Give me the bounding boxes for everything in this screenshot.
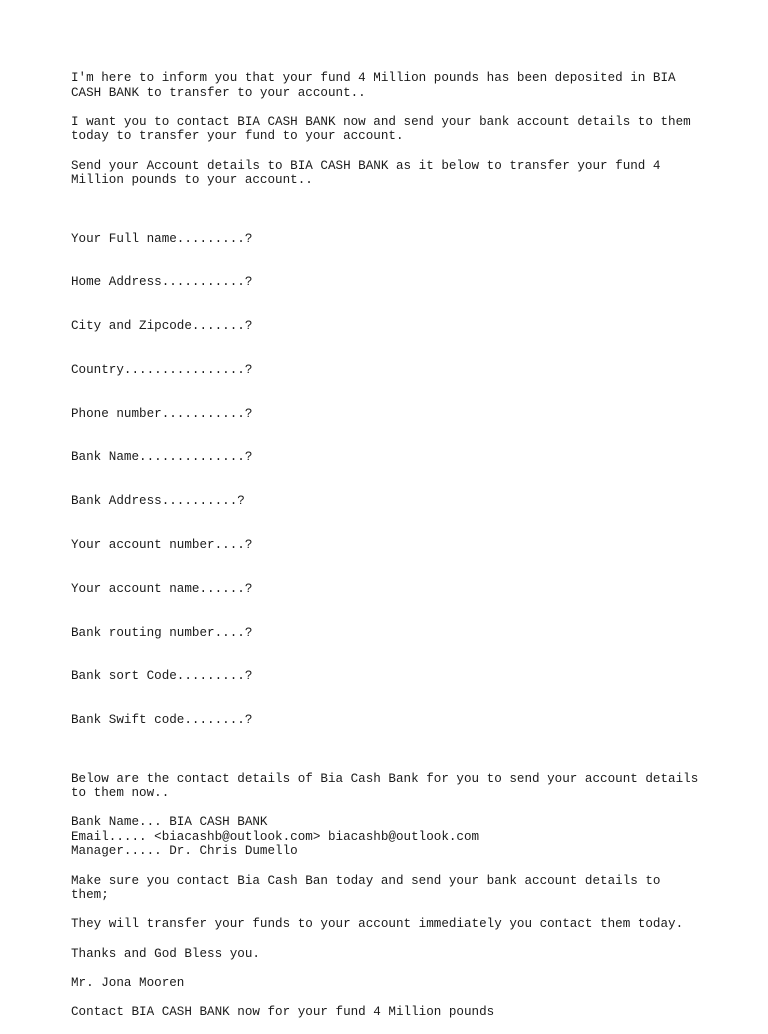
email-address-line: Email..... <biacashb@outlook.com> biacashb@outlook.com xyxy=(71,829,480,844)
form-field-account-number: Your account number....? xyxy=(71,538,253,552)
contact-details-intro xyxy=(71,772,731,801)
below-line-1: Below are the contact details of Bia Cash Bank for you to send your account details xyxy=(71,771,699,786)
signature-name: Mr. Jona Mooren xyxy=(71,975,185,990)
form-fields-list xyxy=(71,202,731,757)
send-paragraph xyxy=(71,159,731,188)
closing-paragraph xyxy=(71,1005,731,1020)
contact-line-2: today to transfer your fund to your account. xyxy=(71,129,404,144)
intro-paragraph xyxy=(71,71,731,100)
form-field-sort-code: Bank sort Code.........? xyxy=(71,669,253,684)
bank-contact-block xyxy=(71,815,731,859)
makesure-line-1: Make sure you contact Bia Cash Ban today and send your bank account details to xyxy=(71,873,661,888)
thanks-line: Thanks and God Bless you. xyxy=(71,946,260,961)
intro-line-1: I'm here to inform you that your fund 4 Million pounds has been deposited in BIA xyxy=(71,71,676,85)
form-field-country: Country................? xyxy=(71,362,253,377)
closing-line: Contact BIA CASH BANK now for your fund 4 Million pounds xyxy=(71,1005,495,1019)
intro-line-2: CASH BANK to transfer to your account.. xyxy=(71,85,366,100)
contact-line-1: I want you to contact BIA CASH BANK now and send your bank account details to them xyxy=(71,114,691,129)
email-body xyxy=(71,71,731,1034)
send-line-2: Million pounds to your account.. xyxy=(71,173,313,188)
form-field-account-name: Your account name......? xyxy=(71,581,253,596)
thanks-paragraph xyxy=(71,947,731,962)
form-field-bank-address: Bank Address..........? xyxy=(71,494,245,509)
form-field-home-address: Home Address...........? xyxy=(71,275,253,290)
form-field-bank-name: Bank Name..............? xyxy=(71,450,253,465)
manager-line: Manager..... Dr. Chris Dumello xyxy=(71,844,298,859)
contact-paragraph xyxy=(71,115,731,144)
form-field-full-name: Your Full name.........? xyxy=(71,231,253,246)
form-field-city-zipcode: City and Zipcode.......? xyxy=(71,319,253,334)
form-field-swift-code: Bank Swift code........? xyxy=(71,713,253,728)
form-field-phone-number: Phone number...........? xyxy=(71,406,253,421)
transfer-paragraph xyxy=(71,917,731,932)
makesure-line-2: them; xyxy=(71,888,109,903)
signature xyxy=(71,976,731,991)
makesure-paragraph xyxy=(71,874,731,903)
send-line-1: Send your Account details to BIA CASH BANK as it below to transfer your fund 4 xyxy=(71,158,661,173)
below-line-2: to them now.. xyxy=(71,786,170,801)
transfer-line: They will transfer your funds to your account immediately you contact them today. xyxy=(71,917,684,932)
form-field-routing-number: Bank routing number....? xyxy=(71,625,253,640)
bank-name-line: Bank Name... BIA CASH BANK xyxy=(71,815,268,830)
